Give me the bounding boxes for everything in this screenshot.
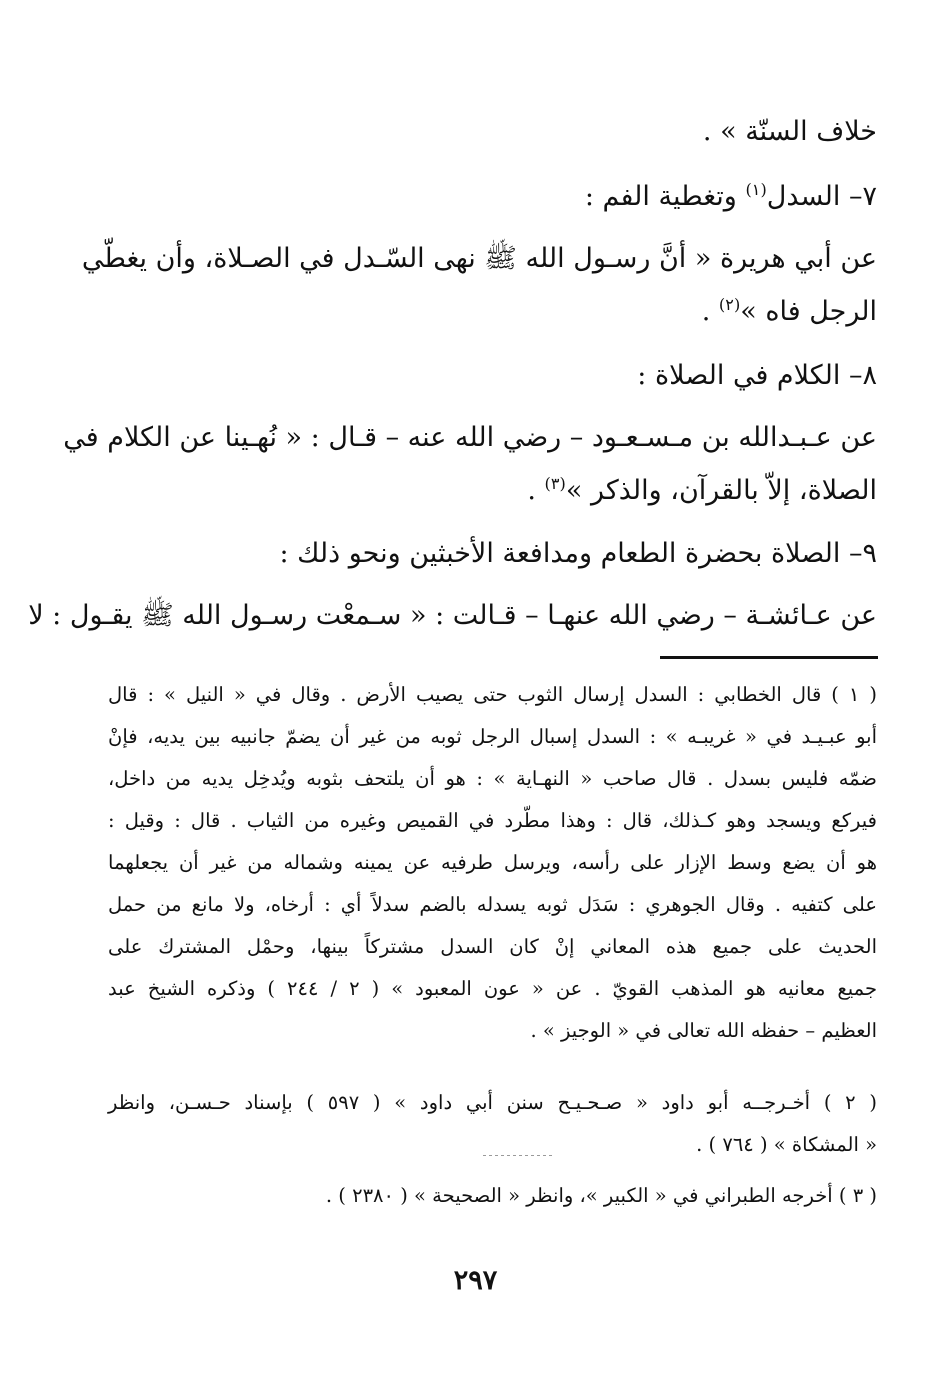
footnote-ref: (١) xyxy=(745,180,767,199)
text-span: . xyxy=(527,475,545,506)
section-heading-7 xyxy=(584,180,877,212)
footnote-line: ( ٢ ) أخـرجــه أبو داود « صـحـيـح سنن أبي داود » ( ٥٩٧ ) بإسناد حـسـن، وانظر xyxy=(108,1091,877,1114)
footnote-line: الحديث على جميع هذه المعاني إنْ كان السدل مشتركاً بينها، وحمْل المشترك على xyxy=(108,935,877,958)
footnote-ref: (٢) xyxy=(718,295,741,314)
scan-mark xyxy=(483,1155,555,1156)
footnote-line: « المشكاة » ( ٧٦٤ ) . xyxy=(696,1133,877,1156)
text-line: عن أبي هريرة « أنَّ رسـول الله ﷺ نهى السّـدل في الصـلاة، وأن يغطّي xyxy=(81,243,877,274)
footnote-ref: (٣) xyxy=(544,474,566,493)
text-line xyxy=(701,295,877,327)
text-span: الرجل فاه » xyxy=(740,296,877,327)
footnote-separator xyxy=(660,656,878,659)
section-heading-9: ٩– الصلاة بحضرة الطعام ومدافعة الأخبثين ونحو ذلك : xyxy=(279,538,877,569)
footnote-line: ( ١ ) قال الخطابي : السدل إرسال الثوب حتى يصيب الأرض . وقال في « النيل » : قال xyxy=(108,683,877,706)
page-number: ٢٩٧ xyxy=(453,1265,498,1296)
text-line: خلاف السنّة » . xyxy=(702,116,877,147)
footnote-line: جميع معانيه هو المذهب القويّ . عن « عون المعبود » ( ٢ / ٢٤٤ ) وذكره الشيخ عبد xyxy=(108,977,877,1000)
footnote-line: هو أن يضع وسط الإزار على رأسه، ويرسل طرفيه عن يمينه وشماله من غير أن يجعلهما xyxy=(108,851,877,874)
text-line: عن عـائشـة – رضي الله عنهـا – قـالت : « سـمعْت رسـول الله ﷺ يقـول : لا xyxy=(28,600,877,631)
text-line: عن عـبـدالله بن مـسـعـود – رضي الله عنه – قـال : « نُهـينا عن الكلام في xyxy=(63,422,877,453)
text-span: . xyxy=(701,296,719,327)
text-span: الصلاة، إلاّ بالقرآن، والذكر » xyxy=(565,475,877,506)
heading-text: ٧– السدل xyxy=(766,181,877,212)
section-heading-8: ٨– الكلام في الصلاة : xyxy=(637,360,877,391)
footnote-line: أبو عبـيـد في « غريبـه » : السدل إسبال الرجل ثوبه من غير أن يضمّ جانبيه بين يديه، فإنْ xyxy=(108,725,877,748)
footnote-line: فيركع ويسجد وهو كـذلك، قال : وهذا مطّرد في القميص وغيره من الثياب . قال : وقيل : xyxy=(108,809,877,832)
footnote-line: ضمّه فليس بسدل . قال صاحب « النهـاية » : هو أن يلتحف بثوبه ويُدخِل يديه من داخل، xyxy=(108,767,877,790)
heading-text: وتغطية الفم : xyxy=(584,181,746,212)
footnote-line: على كتفيه . وقال الجوهري : سَدَل ثوبه يسدله بالضم سدلاً أي : أرخاه، ولا مانع من حمل xyxy=(108,893,877,916)
footnote-line: ( ٣ ) أخرجه الطبراني في « الكبير »، وانظر « الصحيحة » ( ٢٣٨٠ ) . xyxy=(325,1184,877,1207)
text-line xyxy=(527,474,877,506)
footnote-line: العظيم – حفظه الله تعالى في « الوجيز » . xyxy=(530,1019,877,1042)
